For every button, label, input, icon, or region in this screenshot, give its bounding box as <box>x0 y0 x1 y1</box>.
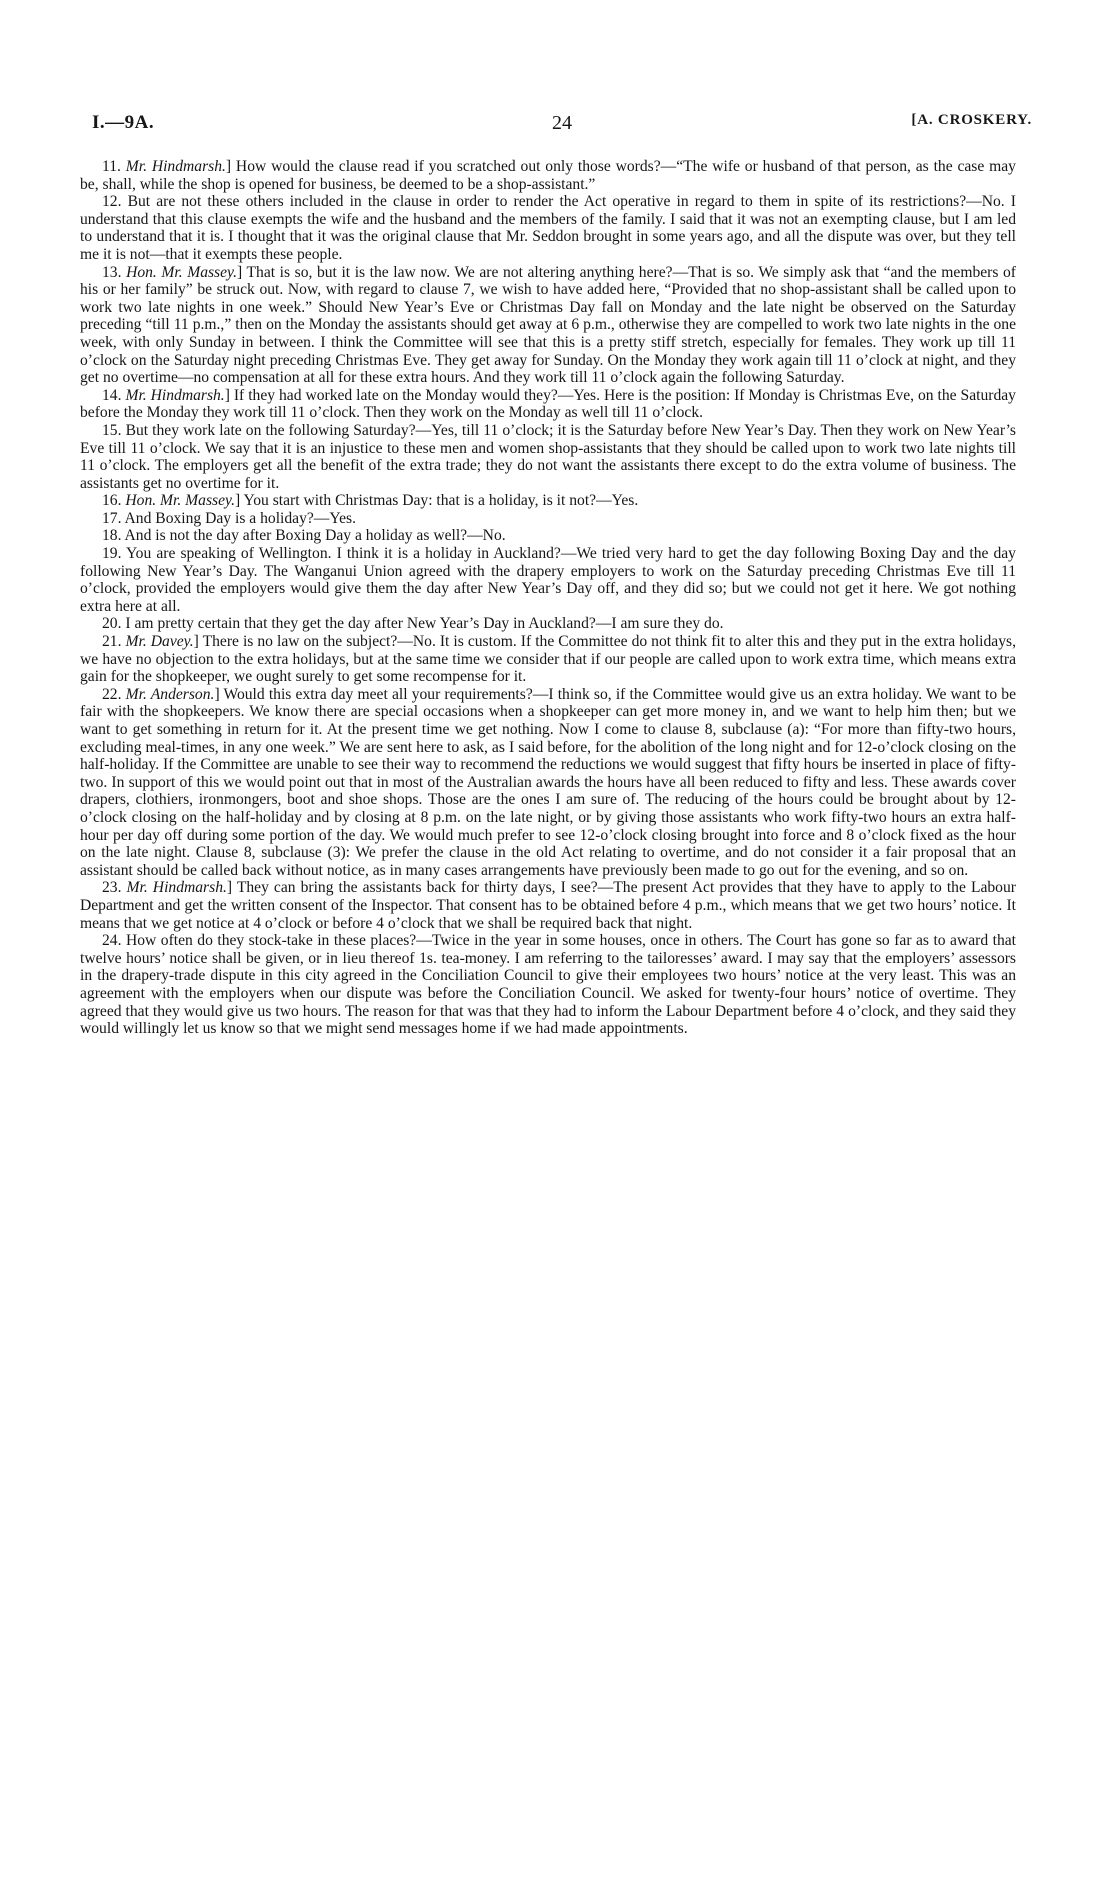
speaker-name: Mr. Hindmarsh. <box>125 158 226 175</box>
speaker-name: Mr. Davey. <box>125 633 194 651</box>
paragraph-number: 19. <box>102 545 122 563</box>
paragraph-text: ] That is so, but it is the law now. We are not altering anything here?—That is so. We simply ask that “and the members of his or her family” be struck out. Now, with regard to clause 7, we wish to have added here, “Provided that no shop-assistant shall be called upon to work two late nights in one week.” Should New Year’s Eve or Christmas Day fall on Monday and the late night be observed on the Saturday preceding “till 11 p.m.,” then on the Monday the assistants should get away at 6 p.m., otherwise they are compelled to work two late nights in the one week, with only Sunday in between. I think the Committee will see that this is a pretty stiff stretch, especially for females. They work up till 11 o’clock on the Saturday night preceding Christmas Eve. They get away for Sunday. On the Monday they work again till 11 o’clock at night, and they get no overtime—no compensation at all for these extra hours. And they work till 11 o’clock again the following Saturday. <box>80 263 1016 387</box>
paragraph-number: 11. <box>102 158 121 175</box>
paragraph-22 <box>80 686 1016 880</box>
witness-name: [A. CROSKERY. <box>911 112 1032 128</box>
paragraph-text: You are speaking of Wellington. I think it is a holiday in Auckland?—We tried very hard to get the day following Boxing Day and the day following New Year’s Day. The Wanganui Union agreed with the drapery employers to work on the Saturday preceding Christmas Eve till 11 o’clock, provided the employers would give them the day after New Year’s Day off, and they did so; but we could not get it here. We got nothing extra here at all. <box>80 545 1016 615</box>
paragraph-16 <box>80 492 1016 510</box>
paragraph-text: ] They can bring the assistants back for thirty days, I see?—The present Act provides that they have to apply to the Labour Department and get the written consent of the Inspector. That consent has to be obtained before 4 p.m., which means that we get two hours’ notice. It means that we get notice at 4 o’clock or before 4 o’clock that we shall be required back that night. <box>80 879 1016 932</box>
speaker-name: Hon. Mr. Massey. <box>126 263 238 281</box>
paragraph-text: But they work late on the following Saturday?—Yes, till 11 o’clock; it is the Saturday before New Year’s Day. Then they work on New Year’s Eve till 11 o’clock. We say that it is an injustice to these men and women shop-assistants that they should be called upon to work two late nights till 11 o’clock. The employers get all the benefit of the extra trade; they do not want the assistants there except to do the extra volume of business. The assistants get no overtime for it. <box>80 421 1017 492</box>
paragraph-text: And is not the day after Boxing Day a holiday as well?—No. <box>124 527 506 545</box>
paragraph-17 <box>80 510 1016 528</box>
paragraph-number: 23. <box>102 879 122 897</box>
paragraph-18 <box>80 527 1016 545</box>
page-body <box>80 158 1016 1038</box>
paragraph-text: ] There is no law on the subject?—No. It is custom. If the Committee do not think fit to alter this and they put in the extra holidays, we have no objection to the extra holidays, but at the same time we consider that if our people are called upon to work extra time, which means extra gain for the shopkeeper, we ought surely to get some recompense for it. <box>80 633 1016 686</box>
paragraph-text: How often do they stock-take in these places?—Twice in the year in some houses, once in others. The Court has gone so far as to award that twelve hours’ notice shall be given, or in lieu thereof 1s. tea-money. I am referring to the tailoresses’ award. I may say that the employers’ assessors in the drapery-trade dispute in this city agreed in the Conciliation Council to give their employees two hours’ notice at the very least. This was an agreement with the employers when our dispute was before the Conciliation Council. We asked for twenty-four hours’ notice of overtime. They agreed that they would give us two hours. The reason for that was that they had to inform the Labour Department before 4 o’clock, and they said they would willingly let us know so that we might send messages home if we had made appointments. <box>80 932 1016 1038</box>
paragraph-number: 21. <box>102 633 122 651</box>
speaker-name: Hon. Mr. Massey. <box>125 492 235 510</box>
paragraph-15 <box>80 422 1016 492</box>
paragraph-number: 15. <box>102 421 122 439</box>
paragraph-21 <box>80 633 1016 686</box>
paragraph-text: ] You start with Christmas Day: that is a holiday, is it not?—Yes. <box>235 492 639 510</box>
paragraph-text: And Boxing Day is a holiday?—Yes. <box>124 509 356 527</box>
paragraph-text: ] If they had worked late on the Monday would they?—Yes. Here is the position: If Monday is Christmas Eve, on the Saturday before the Monday they work till 11 o’clock. Then they work on the Monday as well till 11 o’clock. <box>80 386 1016 422</box>
paragraph-20 <box>80 615 1016 633</box>
speaker-name: Mr. Hindmarsh. <box>126 879 227 897</box>
paragraph-19 <box>80 545 1016 615</box>
paragraph-number: 16. <box>102 492 122 510</box>
paragraph-number: 20. <box>102 615 122 633</box>
page-header <box>92 112 1032 142</box>
speaker-name: Mr. Hindmarsh. <box>125 386 225 404</box>
paragraph-number: 17. <box>102 509 122 527</box>
paragraph-number: 13. <box>102 263 122 281</box>
paragraph-11 <box>80 158 1016 193</box>
paragraph-number: 18. <box>102 527 122 545</box>
paragraph-text: I am pretty certain that they get the day after New Year’s Day in Auckland?—I am sure they do. <box>125 615 724 633</box>
paragraph-13 <box>80 264 1016 387</box>
paragraph-text: ] Would this extra day meet all your requirements?—I think so, if the Committee would give us an extra holiday. We want to be fair with the shopkeepers. We know there are special occasions when a shopkeeper can get more money in, and we want to help him then; but we want to get something in return for it. At the present time we get nothing. Now I come to clause 8, subclause (a): “For more than fifty-two hours, excluding meal-times, in any one week.” We are sent here to ask, as I said before, for the abolition of the long night and for 12-o’clock closing on the half-holiday. If the Committee are unable to see their way to recommend the reductions we would suggest that fifty hours be inserted in place of fifty-two. In support of this we would point out that in most of the Australian awards the hours have all been reduced to fifty and less. These awards cover drapers, clothiers, ironmongers, boot and shoe shops. Those are the ones I am sure of. The reducing of the hours could be brought about by 12-o’clock closing on the half-holiday and by closing at 8 p.m. on the late night, or by giving those assistants who work fifty-two hours an extra half-hour per day off during some portion of the day. We would much prefer to see 12-o’clock closing brought into force and 8 o’clock fixed as the hour on the late night. Clause 8, subclause (3): We prefer the clause in the old Act relating to overtime, and do not consider it a fair proposal that an assistant should be called back without notice, as in many cases arrangements have previously been made to go out for the evening, and so on. <box>80 685 1017 879</box>
document-reference: I.—9A. <box>92 112 155 133</box>
paragraph-text: But are not these others included in the clause in order to render the Act operative in regard to them in spite of its restrictions?—No. I understand that this clause exempts the wife and the husband and the members of the family. I said that it was not an exempting clause, but I am led to understand that it is. I thought that it was the original clause that Mr. Seddon brought in some years ago, and all the dispute was over, but they tell me it is not—that it exempts these people. <box>80 193 1016 263</box>
paragraph-number: 12. <box>102 193 122 211</box>
paragraph-number: 22. <box>102 685 122 703</box>
page-number: 24 <box>552 112 572 134</box>
paragraph-number: 24. <box>102 932 122 950</box>
paragraph-text: ] How would the clause read if you scratched out only those words?—“The wife or husband of that person, as the case may be, shall, while the shop is opened for business, be deemed to be a shop-assistant.” <box>80 158 1016 193</box>
paragraph-number: 14. <box>102 386 122 404</box>
paragraph-12 <box>80 193 1016 263</box>
paragraph-23 <box>80 879 1016 932</box>
paragraph-14 <box>80 387 1016 422</box>
paragraph-24 <box>80 932 1016 1038</box>
speaker-name: Mr. Anderson. <box>125 685 215 703</box>
